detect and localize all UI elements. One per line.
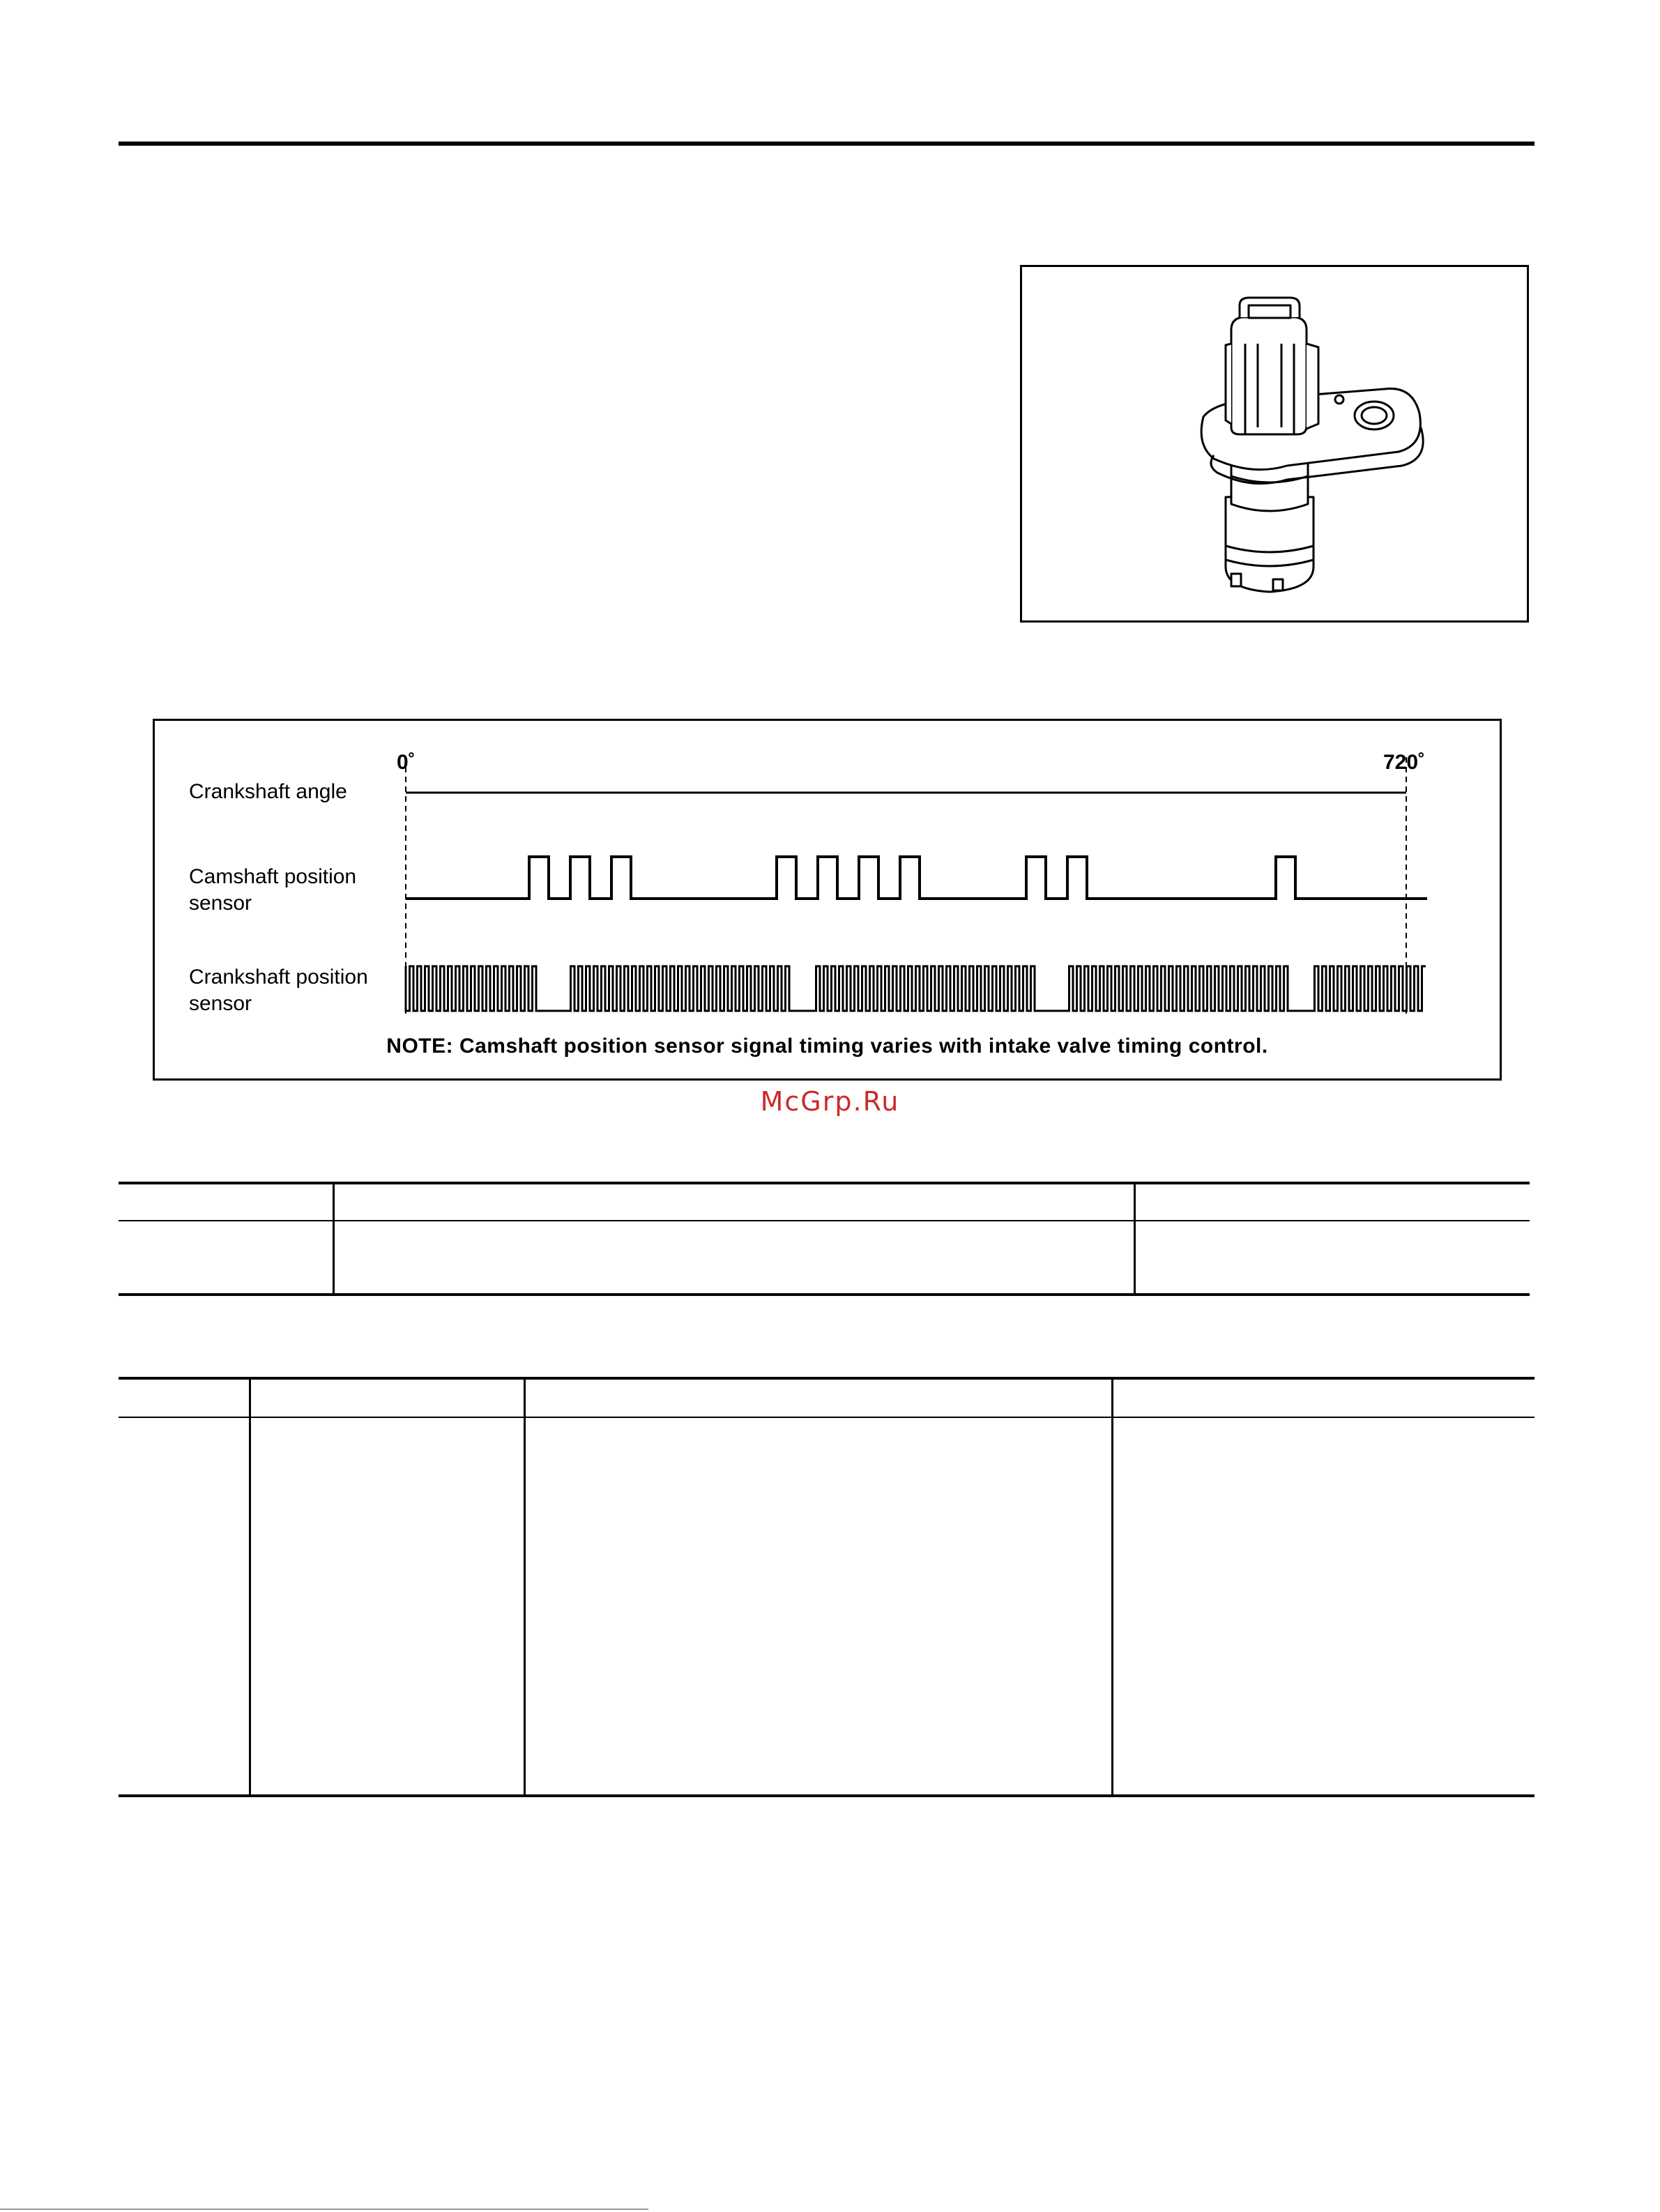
table1-column-divider [333,1183,335,1295]
table2-column-divider [524,1378,526,1797]
table1-top-rule [119,1182,1530,1184]
table2-bottom-rule [119,1794,1535,1797]
table1-bottom-rule [119,1293,1530,1296]
camshaft-position-sensor-icon [1022,267,1527,620]
table1-header-rule [119,1220,1530,1221]
end-angle-label: 720˚ [1383,751,1426,774]
table2-top-rule [119,1377,1535,1380]
sensor-illustration-frame [1020,265,1529,623]
table1-column-divider [1134,1183,1136,1295]
crankshaft-angle-label: Crankshaft angle [189,780,347,803]
timing-note: NOTE: Camshaft position sensor signal timing varies with intake valve timing control. [386,1035,1268,1058]
crankshaft-sensor-label: Crankshaft position sensor [189,966,368,1015]
header-rule [119,142,1535,146]
table2-column-divider [1111,1378,1113,1797]
crankshaft-waveform [406,966,1426,1011]
timing-waveforms [155,721,1500,1078]
table2-header-rule [119,1417,1535,1418]
timing-diagram-frame [153,719,1502,1081]
camshaft-sensor-label: Camshaft position sensor [189,865,357,915]
camshaft-waveform [406,857,1427,899]
footer-rule [0,2209,648,2210]
table2-column-divider [249,1378,251,1797]
start-angle-label: 0˚ [397,751,416,774]
watermark: McGrp.Ru [760,1086,900,1117]
